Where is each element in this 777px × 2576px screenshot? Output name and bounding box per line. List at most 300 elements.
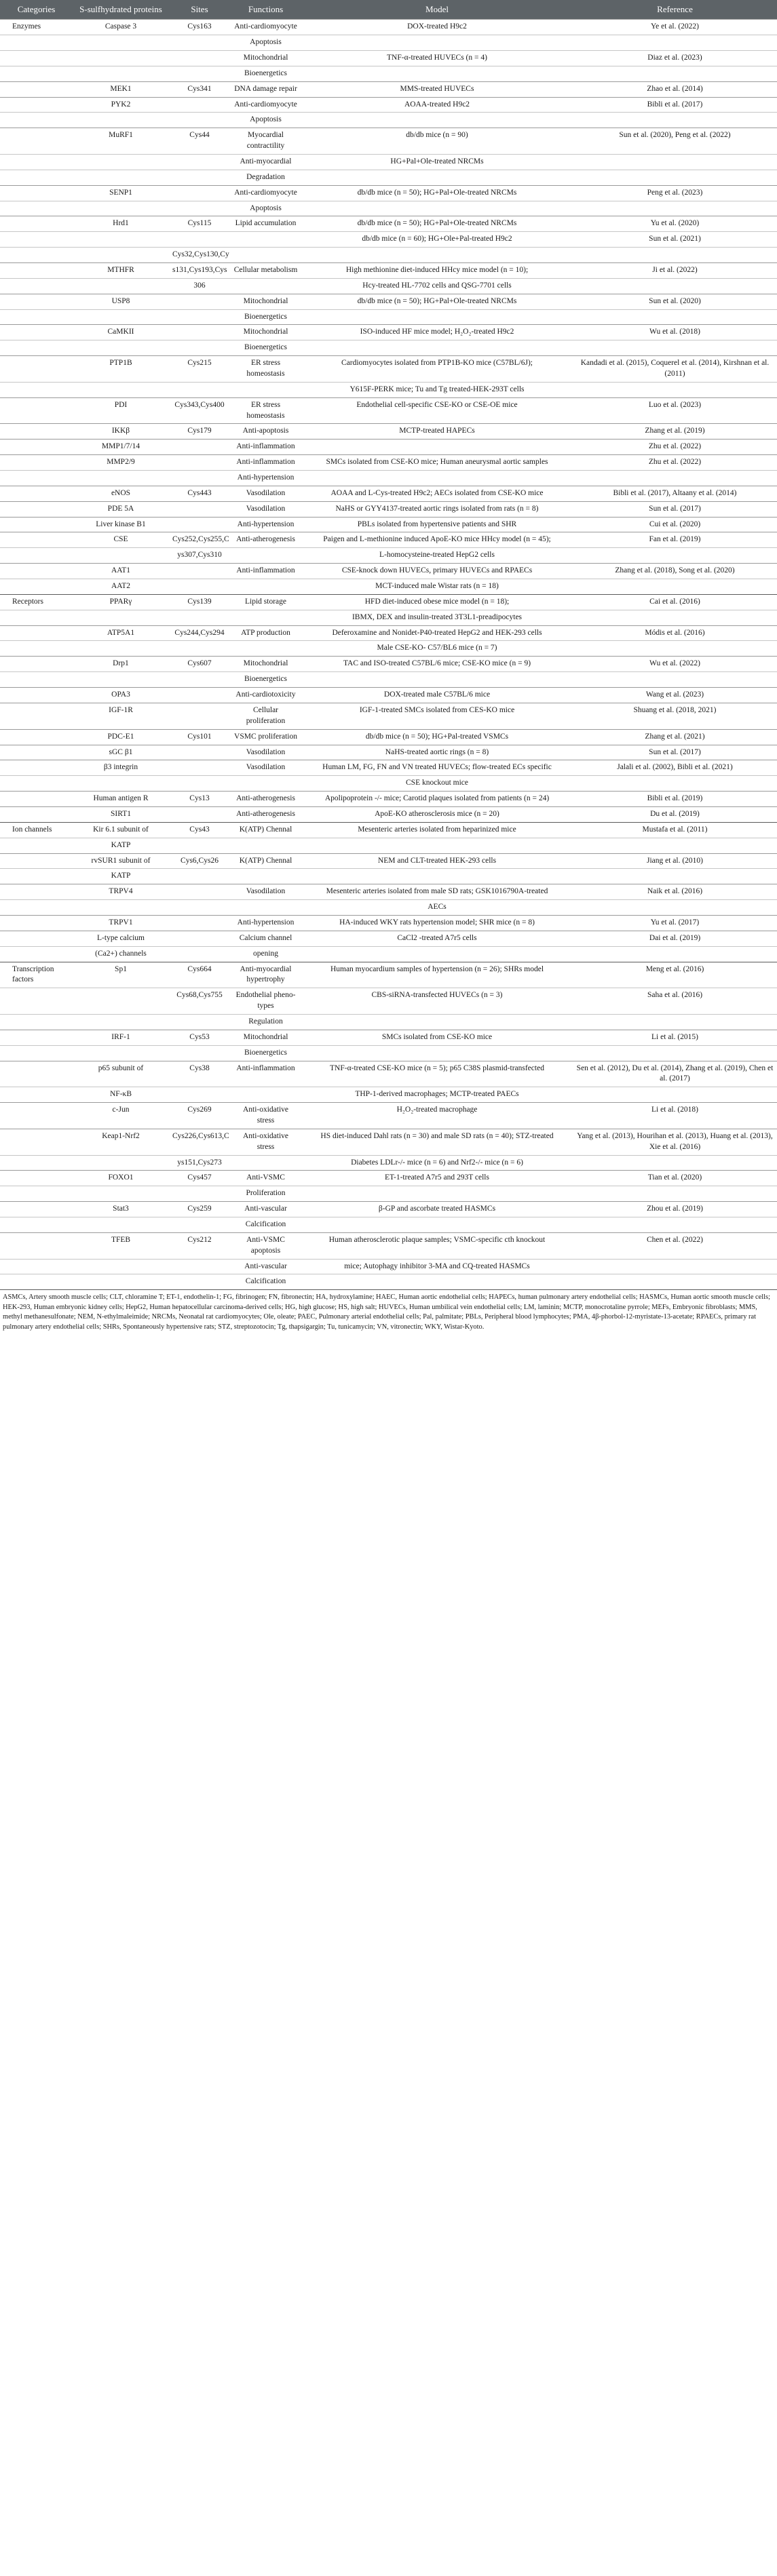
- site-cell: [169, 760, 230, 776]
- protein-cell: [73, 548, 169, 564]
- category-cell: [0, 128, 73, 155]
- model-cell: Y615F-PERK mice; Tu and Tg treated-HEK-293T cells: [301, 382, 573, 397]
- site-cell: Cys259: [169, 1202, 230, 1217]
- reference-cell: Sun et al. (2017): [573, 745, 777, 760]
- category-cell: [0, 688, 73, 703]
- protein-cell: IRF-1: [73, 1030, 169, 1045]
- category-cell: [0, 340, 73, 356]
- protein-cell: AAT2: [73, 579, 169, 595]
- category-cell: [0, 1129, 73, 1155]
- reference-cell: Luo et al. (2023): [573, 397, 777, 424]
- header-functions: Functions: [230, 0, 301, 20]
- model-cell: CBS-siRNA-transfected HUVECs (n = 3): [301, 988, 573, 1015]
- function-cell: Vasodilation: [230, 745, 301, 760]
- site-cell: Cys244,Cys294: [169, 625, 230, 641]
- protein-cell: TFEB: [73, 1232, 169, 1259]
- function-cell: Bioenergetics: [230, 672, 301, 688]
- site-cell: ys151,Cys273: [169, 1155, 230, 1171]
- model-cell: Paigen and L-methionine induced ApoE-KO mice HHcy model (n = 45);: [301, 532, 573, 548]
- protein-cell: [73, 988, 169, 1015]
- function-cell: Vasodilation: [230, 760, 301, 776]
- reference-cell: Yu et al. (2020): [573, 216, 777, 232]
- table-row: [0, 66, 777, 81]
- reference-cell: [573, 113, 777, 128]
- protein-cell: [73, 1014, 169, 1030]
- model-cell: [301, 1045, 573, 1061]
- site-cell: [169, 154, 230, 170]
- table-row: [0, 915, 777, 931]
- reference-cell: Saha et al. (2016): [573, 988, 777, 1015]
- table-row: [0, 170, 777, 185]
- site-cell: [169, 703, 230, 729]
- function-cell: DNA damage repair: [230, 81, 301, 97]
- function-cell: Cellular metabolism: [230, 263, 301, 279]
- category-cell: [0, 66, 73, 81]
- category-cell: [0, 548, 73, 564]
- protein-cell: eNOS: [73, 486, 169, 501]
- site-cell: [169, 610, 230, 625]
- function-cell: Apoptosis: [230, 35, 301, 51]
- reference-cell: [573, 278, 777, 294]
- site-cell: [169, 672, 230, 688]
- model-cell: AOAA and L-Cys-treated H9c2; AECs isolated from CSE-KO mice: [301, 486, 573, 501]
- reference-cell: [573, 946, 777, 962]
- function-cell: Anti-cardiomyocyte: [230, 97, 301, 113]
- reference-cell: [573, 309, 777, 325]
- protein-cell: sGC β1: [73, 745, 169, 760]
- reference-cell: [573, 579, 777, 595]
- function-cell: Bioenergetics: [230, 309, 301, 325]
- function-cell: Anti-vascular: [230, 1259, 301, 1274]
- site-cell: [169, 455, 230, 471]
- table-row: [0, 776, 777, 792]
- reference-cell: Li et al. (2015): [573, 1030, 777, 1045]
- model-cell: HG+Pal+Ole-treated NRCMs: [301, 154, 573, 170]
- site-cell: [169, 1217, 230, 1233]
- protein-cell: TRPV1: [73, 915, 169, 931]
- function-cell: Anti-myocardial hypertrophy: [230, 962, 301, 988]
- category-cell: [0, 501, 73, 517]
- function-cell: Cellular proliferation: [230, 703, 301, 729]
- reference-cell: [573, 340, 777, 356]
- model-cell: [301, 1014, 573, 1030]
- table-row: [0, 962, 777, 988]
- function-cell: ER stress homeostasis: [230, 397, 301, 424]
- protein-cell: [73, 248, 169, 263]
- reference-cell: Diaz et al. (2023): [573, 50, 777, 66]
- site-cell: [169, 946, 230, 962]
- site-cell: Cys179: [169, 424, 230, 440]
- reference-cell: Mustafa et al. (2011): [573, 822, 777, 838]
- site-cell: [169, 50, 230, 66]
- protein-cell: (Ca2+) channels: [73, 946, 169, 962]
- reference-cell: Bibli et al. (2019): [573, 792, 777, 807]
- model-cell: HFD diet-induced obese mice model (n = 18);: [301, 594, 573, 610]
- protein-cell: AAT1: [73, 564, 169, 579]
- protein-cell: [73, 1259, 169, 1274]
- function-cell: K(ATP) Chennal: [230, 853, 301, 869]
- site-cell: [169, 1014, 230, 1030]
- reference-cell: Dai et al. (2019): [573, 931, 777, 946]
- category-cell: [0, 931, 73, 946]
- category-cell: [0, 455, 73, 471]
- table-row: [0, 745, 777, 760]
- table-row: [0, 356, 777, 383]
- protein-cell: [73, 471, 169, 486]
- protein-cell: MuRF1: [73, 128, 169, 155]
- model-cell: ISO-induced HF mice model; H₂O₂-treated H9c2: [301, 325, 573, 340]
- reference-cell: [573, 1259, 777, 1274]
- category-cell: [0, 703, 73, 729]
- category-cell: [0, 1259, 73, 1274]
- protein-cell: TRPV4: [73, 884, 169, 900]
- protein-cell: [73, 50, 169, 66]
- protein-cell: [73, 900, 169, 916]
- site-cell: [169, 564, 230, 579]
- function-cell: Lipid storage: [230, 594, 301, 610]
- protein-cell: SENP1: [73, 185, 169, 201]
- category-cell: [0, 1061, 73, 1087]
- reference-cell: Jiang et al. (2010): [573, 853, 777, 869]
- reference-cell: Meng et al. (2016): [573, 962, 777, 988]
- model-cell: TNF-α-treated HUVECs (n = 4): [301, 50, 573, 66]
- function-cell: Myocardial contractility: [230, 128, 301, 155]
- table-row: [0, 154, 777, 170]
- model-cell: db/db mice (n = 60); HG+Ole+Pal-treated H9c2: [301, 232, 573, 248]
- table-row: [0, 1030, 777, 1045]
- model-cell: db/db mice (n = 50); HG+Pal-treated VSMCs: [301, 729, 573, 745]
- table-row: [0, 1014, 777, 1030]
- table-row: [0, 50, 777, 66]
- table-row: [0, 128, 777, 155]
- function-cell: Anti-cardiomyocyte: [230, 20, 301, 35]
- protein-cell: KATP: [73, 838, 169, 853]
- site-cell: [169, 170, 230, 185]
- protein-cell: [73, 309, 169, 325]
- function-cell: Anti-oxidative stress: [230, 1129, 301, 1155]
- protein-cell: CSE: [73, 532, 169, 548]
- protein-cell: [73, 382, 169, 397]
- model-cell: IGF-1-treated SMCs isolated from CES-KO mice: [301, 703, 573, 729]
- table-row: [0, 382, 777, 397]
- model-cell: Cardiomyocytes isolated from PTP1B-KO mice (C57BL/6J);: [301, 356, 573, 383]
- category-cell: [0, 1155, 73, 1171]
- model-cell: NEM and CLT-treated HEK-293 cells: [301, 853, 573, 869]
- model-cell: SMCs isolated from CSE-KO mice: [301, 1030, 573, 1045]
- site-cell: [169, 688, 230, 703]
- site-cell: Cys163: [169, 20, 230, 35]
- header-row: [0, 0, 777, 20]
- protein-cell: [73, 201, 169, 216]
- protein-cell: [73, 1045, 169, 1061]
- model-cell: DOX-treated male C57BL/6 mice: [301, 688, 573, 703]
- category-cell: [0, 745, 73, 760]
- function-cell: Anti-hypertension: [230, 915, 301, 931]
- site-cell: [169, 97, 230, 113]
- function-cell: Anti-VSMC apoptosis: [230, 1232, 301, 1259]
- reference-cell: Zhang et al. (2018), Song et al. (2020): [573, 564, 777, 579]
- protein-cell: [73, 672, 169, 688]
- site-cell: [169, 869, 230, 884]
- function-cell: [230, 579, 301, 595]
- reference-cell: Sun et al. (2017): [573, 501, 777, 517]
- reference-cell: [573, 154, 777, 170]
- category-cell: [0, 248, 73, 263]
- category-cell: [0, 471, 73, 486]
- table-footnote: ASMCs, Artery smooth muscle cells; CLT, chloramine T; ET-1, endothelin-1; FG, fibrinogen; FN, fibronectin; HA, hydroxylamine; HAEC, Human aortic endothelial cells; HAPECs, human pulmonary artery endothelial cells; HASMCs, Human aortic smooth muscle cells; HEK-293, Human embryonic kidney cells; HepG2, Human hepatocellular carcinoma-derived cells; HG, high glucose; HS, high salt; HUVECs, Human umbilical vein endothelial cells; LM, laminin; MCTP, monocrotaline pyrrole; MEFs, Embryonic fibroblasts; MMS, methyl methanesulfonate; NEM, N-ethylmaleimide; NRCMs, Neonatal rat cardiomyocytes; Ole, oleate; PAEC, Pulmonary arterial endothelial cells; Pal, palmitate; PBLs, Peripheral blood lymphocytes; PMA, 4β-phorbol-12-myristate-13-acetate; RPAECs, primary rat pulmonary artery endothelial cells; SHRs, Spontaneously hypertensive rats; STZ, streptozotocin; Tg, thapsigargin; Tu, tunicamycin; VN, vitronectin; WKY, Wistar-Kyoto.: [0, 1289, 777, 1332]
- site-cell: [169, 340, 230, 356]
- reference-cell: [573, 201, 777, 216]
- function-cell: [230, 869, 301, 884]
- protein-cell: Sp1: [73, 962, 169, 988]
- reference-cell: [573, 1014, 777, 1030]
- reference-cell: Sun et al. (2021): [573, 232, 777, 248]
- site-cell: Cys607: [169, 657, 230, 672]
- function-cell: [230, 382, 301, 397]
- reference-cell: Shuang et al. (2018, 2021): [573, 703, 777, 729]
- table-row: [0, 703, 777, 729]
- protein-cell: Caspase 3: [73, 20, 169, 35]
- table-row: [0, 185, 777, 201]
- category-cell: [0, 792, 73, 807]
- protein-cell: [73, 776, 169, 792]
- protein-cell: [73, 610, 169, 625]
- protein-cell: PDE 5A: [73, 501, 169, 517]
- protein-cell: [73, 154, 169, 170]
- site-cell: Cys252,Cys255,C: [169, 532, 230, 548]
- category-cell: Ion channels: [0, 822, 73, 838]
- function-cell: Anti-inflammation: [230, 564, 301, 579]
- header-sites: Sites: [169, 0, 230, 20]
- category-cell: [0, 81, 73, 97]
- model-cell: L-homocysteine-treated HepG2 cells: [301, 548, 573, 564]
- site-cell: Cys343,Cys400: [169, 397, 230, 424]
- model-cell: mice; Autophagy inhibitor 3-MA and CQ-treated HASMCs: [301, 1259, 573, 1274]
- site-cell: [169, 915, 230, 931]
- site-cell: Cys32,Cys130,Cy: [169, 248, 230, 263]
- category-cell: [0, 564, 73, 579]
- model-cell: ET-1-treated A7r5 and 293T cells: [301, 1171, 573, 1186]
- model-cell: [301, 869, 573, 884]
- category-cell: [0, 900, 73, 916]
- category-cell: [0, 1014, 73, 1030]
- category-cell: [0, 776, 73, 792]
- table-row: [0, 806, 777, 822]
- protein-cell: PYK2: [73, 97, 169, 113]
- model-cell: Apolipoprotein -/- mice; Carotid plaques isolated from patients (n = 24): [301, 792, 573, 807]
- table-row: [0, 988, 777, 1015]
- table-row: [0, 1171, 777, 1186]
- table-row: [0, 931, 777, 946]
- reference-cell: [573, 471, 777, 486]
- reference-cell: [573, 869, 777, 884]
- protein-cell: Liver kinase B1: [73, 517, 169, 532]
- protein-cell: [73, 1217, 169, 1233]
- table-row: [0, 1129, 777, 1155]
- site-cell: Cys457: [169, 1171, 230, 1186]
- reference-cell: [573, 900, 777, 916]
- category-cell: [0, 382, 73, 397]
- reference-cell: [573, 1155, 777, 1171]
- model-cell: THP-1-derived macrophages; MCTP-treated PAECs: [301, 1087, 573, 1103]
- category-cell: [0, 1202, 73, 1217]
- category-cell: [0, 113, 73, 128]
- category-cell: [0, 869, 73, 884]
- table-row: [0, 97, 777, 113]
- reference-cell: [573, 66, 777, 81]
- category-cell: Transcription factors: [0, 962, 73, 988]
- reference-cell: [573, 1045, 777, 1061]
- function-cell: Anti-apoptosis: [230, 424, 301, 440]
- model-cell: [301, 66, 573, 81]
- model-cell: Human myocardium samples of hypertension (n = 26); SHRs model: [301, 962, 573, 988]
- function-cell: Vasodilation: [230, 501, 301, 517]
- category-cell: [0, 988, 73, 1015]
- reference-cell: [573, 170, 777, 185]
- model-cell: [301, 340, 573, 356]
- table-row: [0, 1155, 777, 1171]
- reference-cell: [573, 610, 777, 625]
- protein-cell: IGF-1R: [73, 703, 169, 729]
- reference-cell: Zhang et al. (2021): [573, 729, 777, 745]
- reference-cell: [573, 382, 777, 397]
- model-cell: db/db mice (n = 50); HG+Pal+Ole-treated NRCMs: [301, 294, 573, 309]
- table-row: [0, 1103, 777, 1129]
- table-row: [0, 1232, 777, 1259]
- reference-cell: Cui et al. (2020): [573, 517, 777, 532]
- model-cell: [301, 170, 573, 185]
- model-cell: SMCs isolated from CSE-KO mice; Human aneurysmal aortic samples: [301, 455, 573, 471]
- function-cell: Vasodilation: [230, 486, 301, 501]
- category-cell: [0, 35, 73, 51]
- function-cell: Anti-inflammation: [230, 1061, 301, 1087]
- header-model: Model: [301, 0, 573, 20]
- table-row: [0, 424, 777, 440]
- category-cell: [0, 610, 73, 625]
- function-cell: Anti-hypertension: [230, 471, 301, 486]
- function-cell: Anti-VSMC: [230, 1171, 301, 1186]
- table-row: [0, 20, 777, 35]
- table-row: [0, 688, 777, 703]
- function-cell: Anti-atherogenesis: [230, 792, 301, 807]
- table-row: [0, 822, 777, 838]
- table-row: [0, 532, 777, 548]
- protein-cell: NF-κB: [73, 1087, 169, 1103]
- reference-cell: [573, 1217, 777, 1233]
- protein-cell: MMP1/7/14: [73, 440, 169, 455]
- category-cell: [0, 729, 73, 745]
- site-cell: [169, 185, 230, 201]
- function-cell: Anti-oxidative stress: [230, 1103, 301, 1129]
- function-cell: Calcification: [230, 1217, 301, 1233]
- reference-cell: Bibli et al. (2017): [573, 97, 777, 113]
- protein-cell: [73, 340, 169, 356]
- category-cell: [0, 216, 73, 232]
- category-cell: [0, 1217, 73, 1233]
- category-cell: [0, 806, 73, 822]
- model-cell: Mesenteric arteries isolated from heparinized mice: [301, 822, 573, 838]
- table-row: [0, 672, 777, 688]
- category-cell: [0, 838, 73, 853]
- function-cell: Calcium channel: [230, 931, 301, 946]
- protein-cell: Human antigen R: [73, 792, 169, 807]
- reference-cell: Ji et al. (2022): [573, 263, 777, 279]
- protein-cell: [73, 1186, 169, 1202]
- site-cell: [169, 1045, 230, 1061]
- model-cell: MMS-treated HUVECs: [301, 81, 573, 97]
- table-row: [0, 113, 777, 128]
- table-row: [0, 884, 777, 900]
- table-row: [0, 81, 777, 97]
- table-row: [0, 1202, 777, 1217]
- site-cell: [169, 838, 230, 853]
- category-cell: [0, 356, 73, 383]
- model-cell: MCTP-treated HAPECs: [301, 424, 573, 440]
- protein-cell: PTP1B: [73, 356, 169, 383]
- model-cell: IBMX, DEX and insulin-treated 3T3L1-preadipocytes: [301, 610, 573, 625]
- table-row: [0, 440, 777, 455]
- protein-cell: p65 subunit of: [73, 1061, 169, 1087]
- function-cell: Vasodilation: [230, 884, 301, 900]
- protein-cell: PDC-E1: [73, 729, 169, 745]
- table-row: [0, 625, 777, 641]
- site-cell: Cys68,Cys755: [169, 988, 230, 1015]
- reference-cell: Fan et al. (2019): [573, 532, 777, 548]
- reference-cell: Bibli et al. (2017), Altaany et al. (2014): [573, 486, 777, 501]
- reference-cell: Zhu et al. (2022): [573, 455, 777, 471]
- model-cell: [301, 1274, 573, 1289]
- reference-cell: Chen et al. (2022): [573, 1232, 777, 1259]
- model-cell: db/db mice (n = 90): [301, 128, 573, 155]
- function-cell: Bioenergetics: [230, 66, 301, 81]
- protein-cell: FOXO1: [73, 1171, 169, 1186]
- site-cell: [169, 471, 230, 486]
- category-cell: [0, 170, 73, 185]
- model-cell: CSE-knock down HUVECs, primary HUVECs and RPAECs: [301, 564, 573, 579]
- model-cell: NaHS-treated aortic rings (n = 8): [301, 745, 573, 760]
- model-cell: Human atherosclerotic plaque samples; VSMC-specific cth knockout: [301, 1232, 573, 1259]
- reference-cell: Cai et al. (2016): [573, 594, 777, 610]
- table-row: [0, 278, 777, 294]
- function-cell: ER stress homeostasis: [230, 356, 301, 383]
- function-cell: [230, 1087, 301, 1103]
- model-cell: HS diet-induced Dahl rats (n = 30) and male SD rats (n = 40); STZ-treated: [301, 1129, 573, 1155]
- site-cell: [169, 1087, 230, 1103]
- site-cell: [169, 294, 230, 309]
- protein-cell: [73, 641, 169, 657]
- function-cell: Bioenergetics: [230, 1045, 301, 1061]
- reference-cell: Du et al. (2019): [573, 806, 777, 822]
- function-cell: [230, 838, 301, 853]
- model-cell: MCT-induced male Wistar rats (n = 18): [301, 579, 573, 595]
- model-cell: [301, 1186, 573, 1202]
- model-cell: AOAA-treated H9c2: [301, 97, 573, 113]
- protein-cell: SIRT1: [73, 806, 169, 822]
- site-cell: [169, 66, 230, 81]
- function-cell: Mitochondrial: [230, 325, 301, 340]
- site-cell: Cys38: [169, 1061, 230, 1087]
- category-cell: [0, 1171, 73, 1186]
- reference-cell: [573, 672, 777, 688]
- model-cell: CSE knockout mice: [301, 776, 573, 792]
- category-cell: [0, 1030, 73, 1045]
- model-cell: [301, 440, 573, 455]
- site-cell: [169, 35, 230, 51]
- category-cell: [0, 625, 73, 641]
- site-cell: [169, 745, 230, 760]
- reference-cell: Sen et al. (2012), Du et al. (2014), Zhang et al. (2019), Chen et al. (2017): [573, 1061, 777, 1087]
- protein-cell: rvSUR1 subunit of: [73, 853, 169, 869]
